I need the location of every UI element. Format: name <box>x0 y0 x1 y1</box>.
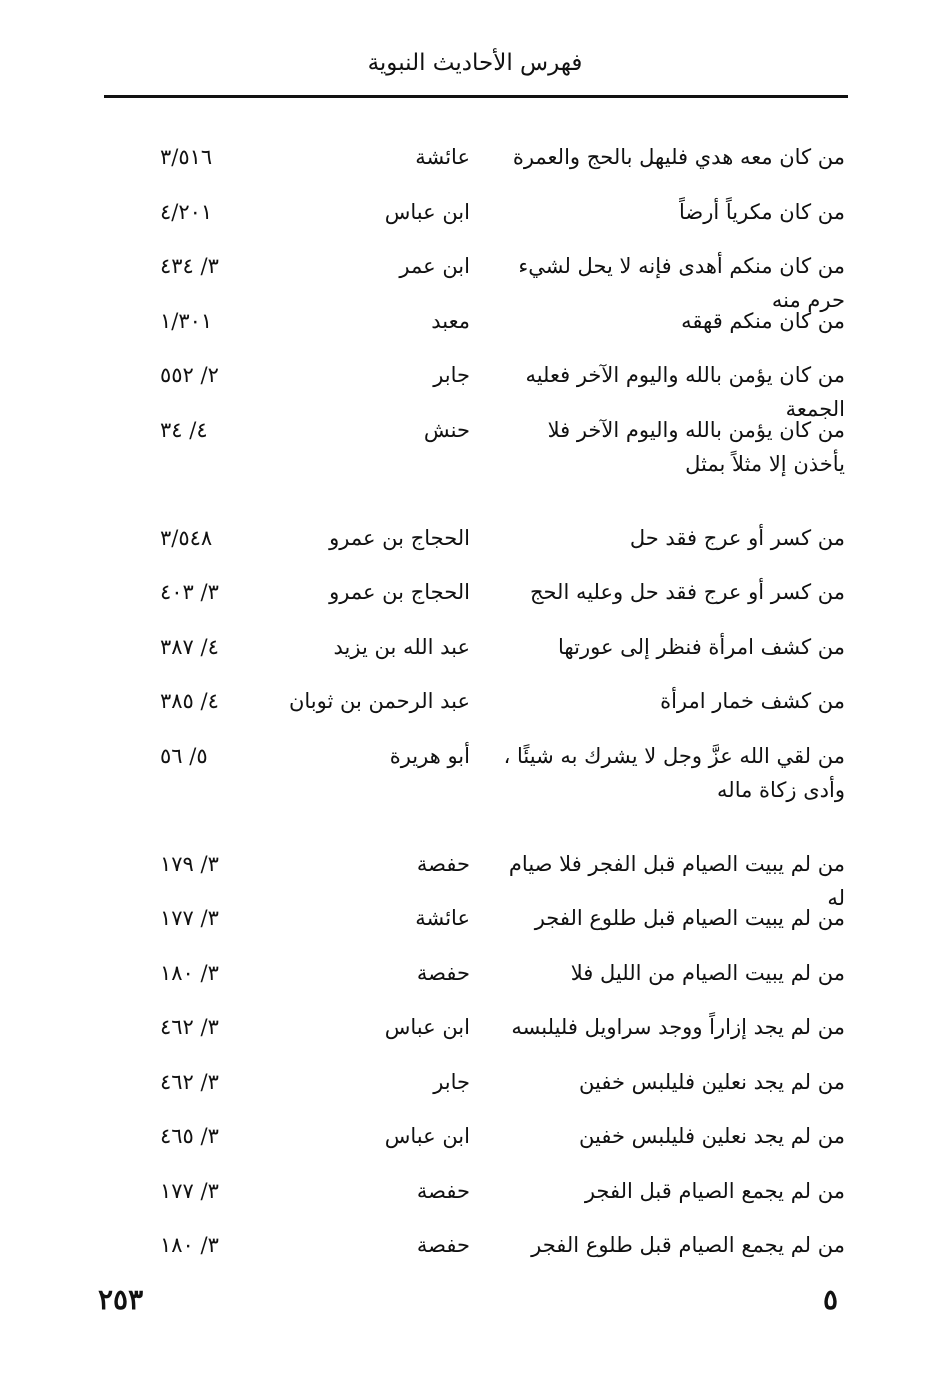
narrator-name: حفصة <box>416 960 470 985</box>
narrator-name: جابر <box>433 1069 470 1094</box>
index-entry <box>0 835 950 910</box>
hadith-text: من لقي الله عزَّ وجل لا يشرك به شيئًا ، وأدى زكاة ماله <box>503 743 845 802</box>
volume-page-ref: ٣/ ٤٦٢ <box>160 1015 219 1039</box>
index-entry <box>0 401 950 509</box>
index-entry <box>0 998 950 1053</box>
index-entry <box>0 889 950 944</box>
volume-page-ref: ١/٣٠١ <box>160 308 213 333</box>
volume-page-ref: ٣/ ١٧٧ <box>160 906 219 930</box>
index-entry <box>0 237 950 312</box>
volume-page-ref: ٤/ ٣٨٧ <box>160 634 219 659</box>
volume-page-ref: ٣/ ٤٦٥ <box>160 1124 219 1148</box>
narrator-name: حفصة <box>416 851 470 876</box>
index-entry <box>0 128 950 183</box>
volume-number: ٥ <box>822 1283 838 1316</box>
index-entry <box>0 292 950 347</box>
hadith-text: من كسر أو عرج فقد حل وعليه الحج <box>529 580 845 604</box>
volume-page-ref: ٣/ ١٨٠ <box>160 1233 219 1257</box>
hadith-text: من كان يؤمن بالله واليوم الآخر فعليه الجمعة <box>525 363 845 421</box>
hadith-text: من لم يبيت الصيام من الليل فلا <box>570 960 845 985</box>
hadith-text: من لم يبيت الصيام قبل الفجر فلا صيام له <box>508 851 845 910</box>
index-entry <box>0 346 950 421</box>
volume-page-ref: ٤/٢٠١ <box>160 199 213 224</box>
running-header: فهرس الأحاديث النبوية <box>367 50 583 76</box>
narrator-name: ابن عباس <box>384 199 470 224</box>
index-entry <box>0 1107 950 1162</box>
narrator-name: عبد الله بن يزيد <box>333 634 470 659</box>
volume-page-ref: ٣/ ٤٠٣ <box>160 580 219 604</box>
index-entry <box>0 618 950 673</box>
volume-page-ref: ٣/ ١٧٩ <box>160 851 219 876</box>
volume-page-ref: ٥/ ٥٦ <box>160 743 208 768</box>
page-number: ٢٥٣ <box>98 1283 144 1316</box>
narrator-name: ابن عباس <box>384 1124 470 1148</box>
index-entry <box>0 727 950 835</box>
narrator-name: ابن عباس <box>384 1015 470 1039</box>
narrator-name: معبد <box>431 308 470 333</box>
narrator-name: عائشة <box>415 145 470 169</box>
hadith-index-list <box>0 128 950 1271</box>
hadith-text: من كشف خمار امرأة <box>660 689 845 713</box>
volume-page-ref: ٣/٥١٦ <box>160 145 213 169</box>
index-entry <box>0 944 950 999</box>
narrator-name: حفصة <box>416 1233 470 1257</box>
index-entry <box>0 563 950 618</box>
volume-page-ref: ٣/ ١٧٧ <box>160 1178 219 1203</box>
hadith-text: من لم يجمع الصيام قبل الفجر <box>584 1178 845 1203</box>
volume-page-ref: ٣/ ١٨٠ <box>160 960 219 985</box>
narrator-name: أبو هريرة <box>389 743 470 768</box>
header-rule <box>104 95 848 98</box>
narrator-name: عبد الرحمن بن ثوبان <box>288 689 470 713</box>
narrator-name: الحجاج بن عمرو <box>329 525 470 550</box>
hadith-text: من لم يجمع الصيام قبل طلوع الفجر <box>531 1233 845 1257</box>
hadith-text: من لم يجد نعلين فليلبس خفين <box>579 1069 845 1094</box>
hadith-text: من كان يؤمن بالله واليوم الآخر فلا يأخذن إلا مثلاً بمثل <box>547 417 845 476</box>
index-entry <box>0 1162 950 1217</box>
index-entry <box>0 183 950 238</box>
hadith-text: من كسر أو عرج فقد حل <box>629 525 845 550</box>
index-entry <box>0 672 950 727</box>
narrator-name: عائشة <box>415 906 470 930</box>
volume-page-ref: ٣/ ٤٦٢ <box>160 1069 219 1094</box>
index-entry <box>0 1216 950 1271</box>
volume-page-ref: ٤/ ٣٤ <box>160 417 208 442</box>
narrator-name: الحجاج بن عمرو <box>329 580 470 604</box>
narrator-name: حفصة <box>416 1178 470 1203</box>
hadith-text: من لم يبيت الصيام قبل طلوع الفجر <box>534 906 845 930</box>
hadith-text: من لم يجد نعلين فليلبس خفين <box>579 1124 845 1148</box>
volume-page-ref: ٤/ ٣٨٥ <box>160 689 219 713</box>
hadith-text: من كان مكرياً أرضاً <box>679 199 845 224</box>
narrator-name: ابن عمر <box>399 254 470 278</box>
hadith-text: من لم يجد إزاراً ووجد سراويل فليلبسه <box>511 1015 845 1039</box>
hadith-text: من كشف امرأة فنظر إلى عورتها <box>558 634 845 659</box>
index-entry <box>0 1053 950 1108</box>
hadith-text: من كان معه هدي فليهل بالحج والعمرة <box>512 145 845 169</box>
narrator-name: جابر <box>433 363 470 387</box>
hadith-text: من كان منكم أهدى فإنه لا يحل لشيء حرم منه <box>518 254 845 312</box>
volume-page-ref: ٢/ ٥٥٢ <box>160 363 219 387</box>
hadith-text: من كان منكم قهقه <box>681 308 845 333</box>
volume-page-ref: ٣/ ٤٣٤ <box>160 254 219 278</box>
index-entry <box>0 509 950 564</box>
narrator-name: حنش <box>423 417 470 442</box>
volume-page-ref: ٣/٥٤٨ <box>160 525 213 550</box>
